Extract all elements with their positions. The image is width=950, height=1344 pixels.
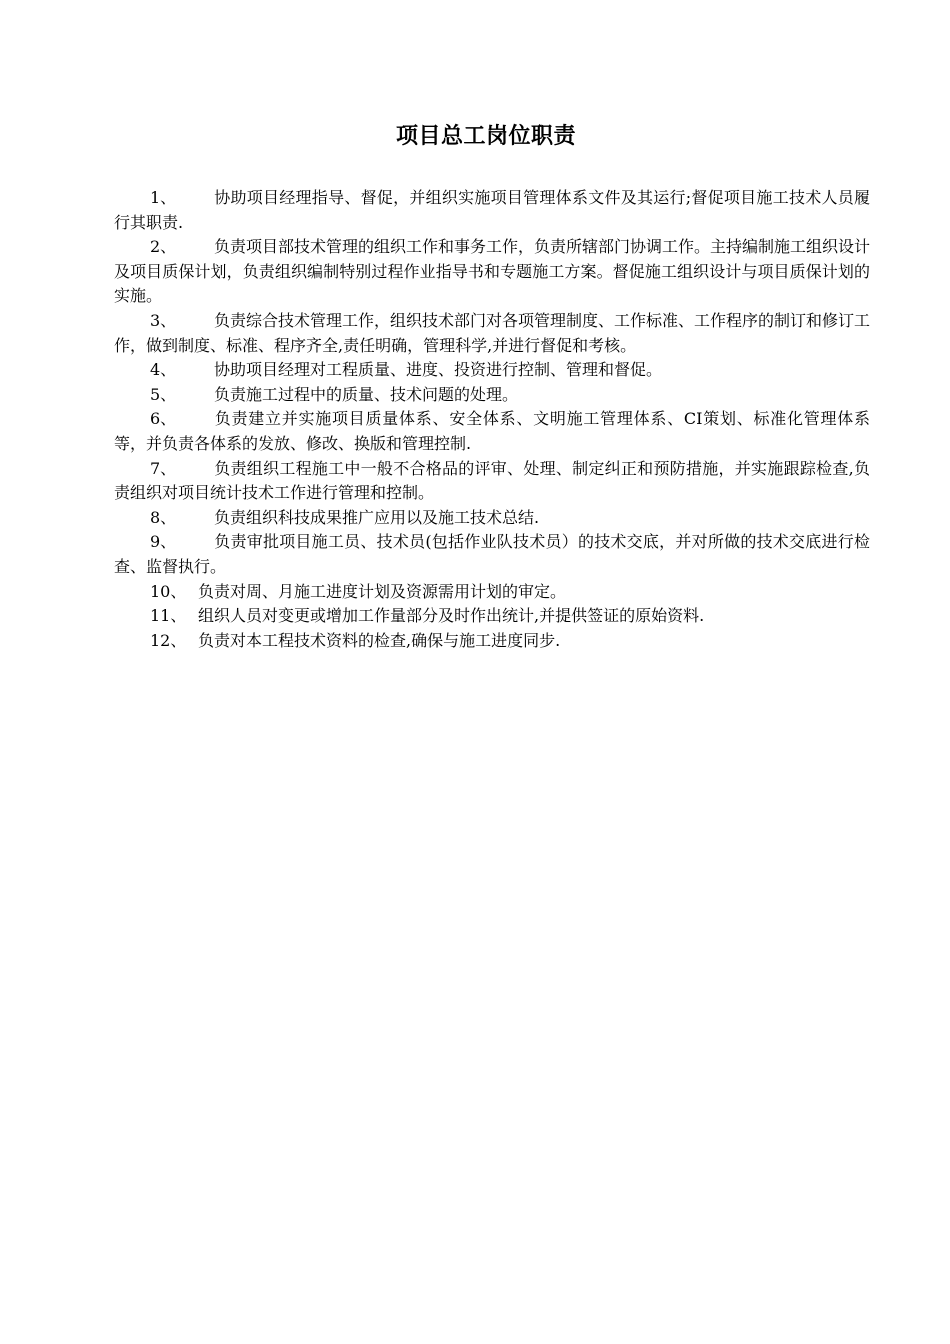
duty-item (114, 580, 870, 605)
duty-text: 组织人员对变更或增加工作量部分及时作出统计,并提供签证的原始资料. (198, 606, 705, 626)
duty-text: 负责项目部技术管理的组织工作和事务工作，负责所辖部门协调工作。主持编制施工组织设计及项目质保计划，负责组织编制特别过程作业指导书和专题施工方案。督促施工组织设计与项目质保计划的实施。 (114, 237, 871, 306)
duty-text: 协助项目经理对工程质量、进度、投资进行控制、管理和督促。 (214, 360, 663, 380)
duty-number: 12、 (150, 630, 187, 650)
duty-number: 7、 (150, 458, 177, 478)
duty-item (114, 530, 870, 579)
duty-item (114, 506, 870, 531)
duty-number: 1、 (150, 188, 177, 207)
duty-text: 负责对本工程技术资料的检查,确保与施工进度同步. (198, 630, 561, 650)
duty-text: 负责对周、月施工进度计划及资源需用计划的审定。 (198, 581, 567, 601)
duty-number: 2、 (150, 237, 177, 257)
duty-number: 4、 (150, 360, 177, 380)
document-title: 项目总工岗位职责 (395, 124, 576, 149)
duty-number: 11、 (150, 606, 187, 626)
duty-item (114, 407, 870, 456)
duty-number: 9、 (150, 532, 177, 552)
duty-item (114, 235, 870, 309)
duty-item (114, 309, 870, 358)
duty-item (114, 383, 870, 408)
duty-text: 负责审批项目施工员、技术员(包括作业队技术员）的技术交底，并对所做的技术交底进行检查、监督执行。 (114, 532, 870, 576)
duty-number: 6、 (150, 409, 177, 429)
duty-number: 3、 (150, 310, 177, 330)
duty-number: 8、 (150, 507, 177, 527)
duty-item (114, 358, 870, 383)
duty-text: 负责组织工程施工中一般不合格品的评审、处理、制定纠正和预防措施，并实施跟踪检查,负责组织对项目统计技术工作进行管理和控制。 (114, 458, 870, 503)
duty-list (114, 186, 870, 653)
duty-number: 10、 (150, 581, 187, 601)
duty-text: 负责施工过程中的质量、技术问题的处理。 (214, 384, 519, 404)
duty-number: 5、 (150, 384, 177, 404)
duty-item (114, 629, 870, 654)
duty-item (114, 186, 870, 235)
duty-text: 负责组织科技成果推广应用以及施工技术总结. (214, 507, 540, 527)
duty-item (114, 604, 870, 629)
duty-text: 负责建立并实施项目质量体系、安全体系、文明施工管理体系、CI策划、标准化管理体系等，并负责各体系的发放、修改、换版和管理控制. (114, 409, 870, 453)
duty-text: 协助项目经理指导、督促，并组织实施项目管理体系文件及其运行;督促项目施工技术人员履行其职责. (114, 188, 870, 232)
duty-item (114, 457, 870, 506)
duty-text: 负责综合技术管理工作，组织技术部门对各项管理制度、工作标准、工作程序的制订和修订工作，做到制度、标准、程序齐全,责任明确，管理科学,并进行督促和考核。 (114, 310, 871, 355)
